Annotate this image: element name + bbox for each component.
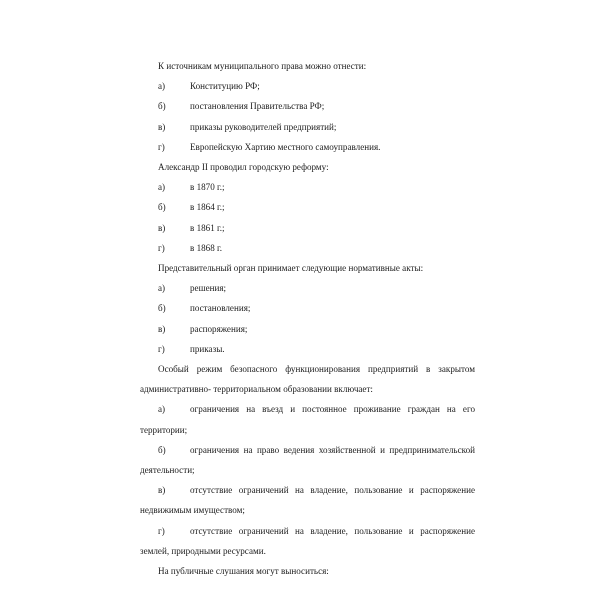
question-stem: К источникам муниципального права можно отнести:: [158, 61, 367, 71]
option-marker: в): [158, 485, 166, 496]
option-text: ограничения на право ведения хозяйственной и предпринимательской деятельности;: [140, 444, 475, 476]
option-marker: а): [158, 182, 166, 193]
option-text: приказы руководителей предприятий;: [190, 121, 337, 132]
answer-option: [140, 521, 475, 561]
option-text: отсутствие ограничений на владение, пользование и распоряжение землей, природными ресурсами.: [140, 525, 475, 556]
option-marker: г): [158, 343, 165, 354]
option-text: в 1864 г.;: [190, 202, 225, 213]
option-marker: в): [158, 121, 166, 132]
answer-option: [140, 278, 475, 298]
answer-option: [140, 440, 475, 480]
question-stem: Представительный орган принимает следующие нормативные акты:: [158, 263, 424, 274]
answer-option: [140, 177, 475, 197]
option-marker: г): [158, 525, 165, 536]
option-text: Конституцию РФ;: [190, 81, 260, 92]
answer-option: [140, 339, 475, 359]
option-text: в 1868 г.: [190, 242, 223, 253]
option-text: в 1861 г.;: [190, 222, 225, 233]
option-marker: б): [158, 444, 166, 455]
option-text: отсутствие ограничений на владение, пользование и распоряжение недвижимым имуществом;: [140, 485, 475, 516]
option-text: решения;: [190, 283, 227, 294]
question-stem: Александр II проводил городскую реформу:: [158, 162, 329, 173]
option-text: постановления Правительства РФ;: [190, 101, 325, 112]
answer-option: [140, 137, 475, 157]
option-text: в 1870 г.;: [190, 182, 225, 193]
option-marker: г): [158, 242, 165, 253]
option-marker: а): [158, 81, 166, 92]
option-marker: в): [158, 222, 166, 233]
option-text: распоряжения;: [190, 323, 248, 334]
option-marker: а): [158, 404, 166, 415]
option-marker: б): [158, 202, 166, 213]
option-marker: в): [158, 323, 166, 334]
answer-option: [140, 399, 475, 439]
option-text: ограничения на въезд и постоянное проживание граждан на его территории;: [140, 404, 475, 435]
answer-option: [140, 319, 475, 339]
option-marker: б): [158, 303, 166, 314]
option-text: приказы.: [190, 343, 225, 354]
answer-option: [140, 76, 475, 96]
option-marker: г): [158, 141, 165, 152]
option-marker: б): [158, 101, 166, 112]
option-marker: а): [158, 283, 166, 294]
answer-option: [140, 480, 475, 520]
option-text: Европейскую Хартию местного самоуправления.: [190, 141, 381, 152]
document-body: [140, 56, 475, 581]
answer-option: [140, 298, 475, 318]
question-stem: Особый режим безопасного функционирования предприятий в закрытом административно- территориальном образовании включает:: [140, 364, 475, 395]
option-text: постановления;: [190, 303, 251, 314]
answer-option: [140, 238, 475, 258]
answer-option: [140, 96, 475, 116]
answer-option: [140, 218, 475, 238]
question-stem: На публичные слушания могут выноситься:: [158, 566, 329, 577]
answer-option: [140, 117, 475, 137]
answer-option: [140, 197, 475, 217]
